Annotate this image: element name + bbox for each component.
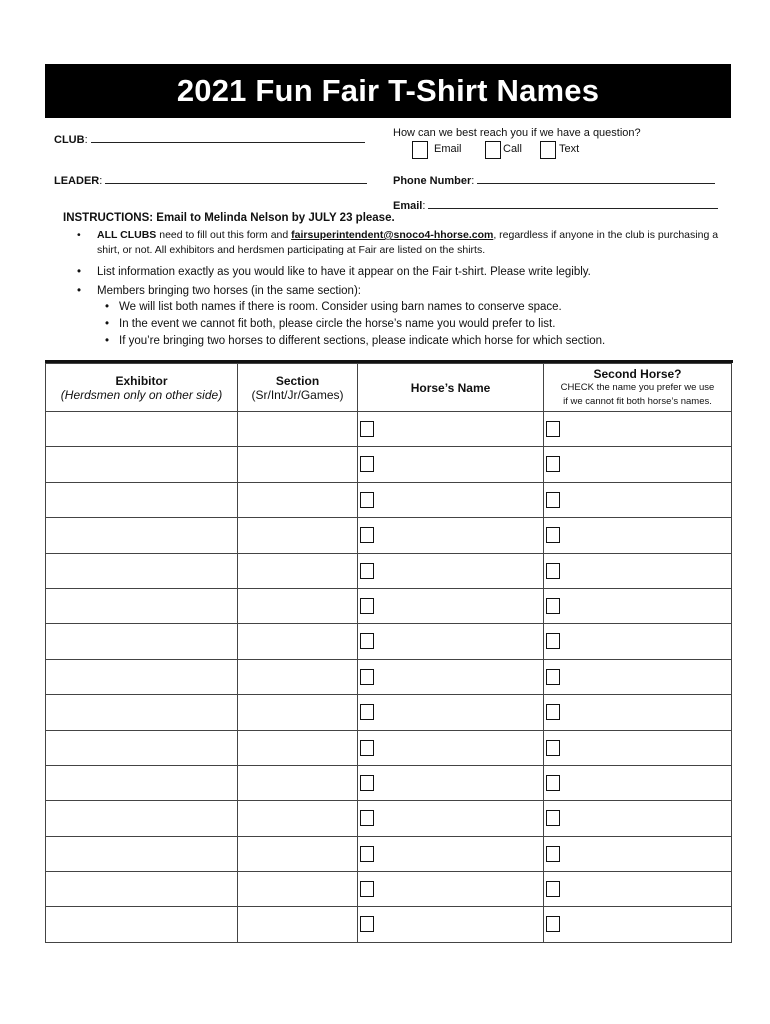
instructions <box>63 212 723 353</box>
section-cell[interactable] <box>238 447 358 482</box>
horse-name-cell[interactable] <box>358 801 544 836</box>
call-option-label: Call <box>503 143 522 155</box>
second-horse-checkbox[interactable] <box>546 669 560 685</box>
second-horse-checkbox[interactable] <box>546 456 560 472</box>
section-cell[interactable] <box>238 872 358 907</box>
email-field[interactable]: Email: <box>393 198 718 212</box>
table-row <box>46 447 732 482</box>
second-horse-header <box>544 364 732 412</box>
second-horse-cell[interactable] <box>544 872 732 907</box>
section-cell[interactable] <box>238 518 358 553</box>
second-horse-cell[interactable] <box>544 659 732 694</box>
leader-label: LEADER <box>54 175 100 187</box>
second-horse-checkbox[interactable] <box>546 740 560 756</box>
section-cell[interactable] <box>238 907 358 942</box>
section-cell[interactable] <box>238 695 358 730</box>
instruction-two-horses <box>97 283 723 350</box>
form-title: 2021 Fun Fair T-Shirt Names <box>45 64 731 118</box>
table-row <box>46 588 732 623</box>
second-horse-checkbox[interactable] <box>546 421 560 437</box>
table-row <box>46 695 732 730</box>
horse-checkbox[interactable] <box>360 598 374 614</box>
second-horse-checkbox[interactable] <box>546 527 560 543</box>
table-row <box>46 765 732 800</box>
second-horse-checkbox[interactable] <box>546 492 560 508</box>
second-horse-cell[interactable] <box>544 907 732 942</box>
table-row <box>46 907 732 942</box>
section-title: Section <box>275 373 320 388</box>
section-cell[interactable] <box>238 482 358 517</box>
horse-checkbox[interactable] <box>360 740 374 756</box>
horse-checkbox[interactable] <box>360 527 374 543</box>
second-horse-cell[interactable] <box>544 518 732 553</box>
second-horse-cell[interactable] <box>544 482 732 517</box>
exhibitor-cell[interactable] <box>46 695 238 730</box>
exhibitor-cell[interactable] <box>46 907 238 942</box>
horse-name-cell[interactable] <box>358 872 544 907</box>
section-cell[interactable] <box>238 659 358 694</box>
section-cell[interactable] <box>238 730 358 765</box>
horse-checkbox[interactable] <box>360 492 374 508</box>
horse-checkbox[interactable] <box>360 775 374 791</box>
exhibitor-cell[interactable] <box>46 518 238 553</box>
second-horse-checkbox[interactable] <box>546 881 560 897</box>
table-row <box>46 730 732 765</box>
call-checkbox[interactable] <box>485 141 501 159</box>
second-horse-checkbox[interactable] <box>546 598 560 614</box>
second-horse-checkbox[interactable] <box>546 704 560 720</box>
second-horse-cell[interactable] <box>544 624 732 659</box>
entry-table <box>45 363 732 943</box>
exhibitor-cell[interactable] <box>46 447 238 482</box>
exhibitor-cell[interactable] <box>46 553 238 588</box>
horse-checkbox[interactable] <box>360 633 374 649</box>
horse-name-cell[interactable] <box>358 482 544 517</box>
horse-name-cell[interactable] <box>358 518 544 553</box>
second-horse-checkbox[interactable] <box>546 916 560 932</box>
horse-checkbox[interactable] <box>360 881 374 897</box>
exhibitor-cell[interactable] <box>46 624 238 659</box>
exhibitor-header <box>46 364 238 412</box>
horse-checkbox[interactable] <box>360 846 374 862</box>
section-cell[interactable] <box>238 624 358 659</box>
horse-name-cell[interactable] <box>358 836 544 871</box>
exhibitor-cell[interactable] <box>46 730 238 765</box>
instruction-text-a: need to fill out this form and <box>156 229 292 241</box>
horse-checkbox[interactable] <box>360 810 374 826</box>
email-label: Email <box>393 200 423 212</box>
superintendent-email-link[interactable]: fairsuperintendent@snoco4-hhorse.com <box>291 229 494 241</box>
horse-name-cell[interactable] <box>358 730 544 765</box>
second-horse-checkbox[interactable] <box>546 633 560 649</box>
horse-name-header <box>358 364 544 412</box>
second-horse-cell[interactable] <box>544 730 732 765</box>
text-checkbox[interactable] <box>540 141 556 159</box>
email-option-label: Email <box>434 143 462 155</box>
instruction-all-clubs <box>97 228 723 258</box>
exhibitor-subtitle: (Herdsmen only on other side) <box>60 387 223 402</box>
horse-name-cell[interactable] <box>358 553 544 588</box>
second-horse-note-1: CHECK the name you prefer we use <box>560 381 715 393</box>
second-horse-cell[interactable] <box>544 765 732 800</box>
section-header <box>238 364 358 412</box>
second-horse-cell[interactable] <box>544 447 732 482</box>
table-row <box>46 518 732 553</box>
table-row <box>46 801 732 836</box>
sub-instruction-both-names: • We will list both names if there is room. Consider using barn names to conserve space. <box>119 299 723 316</box>
section-cell[interactable] <box>238 836 358 871</box>
second-horse-checkbox[interactable] <box>546 846 560 862</box>
entry-rows <box>46 412 732 943</box>
all-clubs-label: ALL CLUBS <box>97 229 157 241</box>
section-cell[interactable] <box>238 553 358 588</box>
horse-name-cell[interactable] <box>358 624 544 659</box>
second-horse-cell[interactable] <box>544 553 732 588</box>
horse-name-cell[interactable] <box>358 588 544 623</box>
second-horse-cell[interactable] <box>544 412 732 447</box>
second-horse-checkbox[interactable] <box>546 810 560 826</box>
second-horse-cell[interactable] <box>544 801 732 836</box>
contact-question: How can we best reach you if we have a question? <box>393 127 641 139</box>
second-horse-cell[interactable] <box>544 695 732 730</box>
horse-name-cell[interactable] <box>358 447 544 482</box>
exhibitor-cell[interactable] <box>46 801 238 836</box>
horse-name-cell[interactable] <box>358 907 544 942</box>
second-horse-checkbox[interactable] <box>546 775 560 791</box>
horse-checkbox[interactable] <box>360 916 374 932</box>
two-horses-text: Members bringing two horses (in the same section): <box>97 285 361 297</box>
horse-checkbox[interactable] <box>360 421 374 437</box>
section-cell[interactable] <box>238 801 358 836</box>
horse-name-cell[interactable] <box>358 695 544 730</box>
table-row <box>46 659 732 694</box>
leader-field[interactable]: LEADER: <box>54 173 367 187</box>
horse-checkbox[interactable] <box>360 704 374 720</box>
second-horse-note-2: if we cannot fit both horse’s names. <box>563 395 712 407</box>
email-checkbox[interactable] <box>412 141 428 159</box>
phone-field[interactable]: Phone Number: <box>393 173 715 187</box>
exhibitor-cell[interactable] <box>46 659 238 694</box>
phone-label: Phone Number <box>393 175 472 187</box>
exhibitor-cell[interactable] <box>46 482 238 517</box>
horse-name-cell[interactable] <box>358 659 544 694</box>
exhibitor-cell[interactable] <box>46 872 238 907</box>
sub-instruction-sections: • If you’re bringing two horses to different sections, please indicate which horse for which section. <box>119 333 723 350</box>
exhibitor-cell[interactable] <box>46 588 238 623</box>
horse-name-title: Horse’s Name <box>410 380 491 395</box>
horse-name-cell[interactable] <box>358 412 544 447</box>
table-row <box>46 482 732 517</box>
table-row <box>46 553 732 588</box>
horse-checkbox[interactable] <box>360 563 374 579</box>
sub-instruction-circle: • In the event we cannot fit both, please circle the horse’s name you would prefer to list. <box>119 316 723 333</box>
section-cell[interactable] <box>238 588 358 623</box>
table-row <box>46 836 732 871</box>
horse-name-cell[interactable] <box>358 765 544 800</box>
table-row <box>46 872 732 907</box>
text-option-label: Text <box>559 143 580 155</box>
exhibitor-title: Exhibitor <box>115 373 168 388</box>
exhibitor-cell[interactable] <box>46 765 238 800</box>
table-row <box>46 624 732 659</box>
club-label: CLUB <box>54 134 85 146</box>
table-header-row <box>46 364 732 412</box>
club-field[interactable]: CLUB: <box>54 132 365 146</box>
second-horse-title: Second Horse? <box>593 366 682 381</box>
section-cell[interactable] <box>238 412 358 447</box>
horse-checkbox[interactable] <box>360 669 374 685</box>
second-horse-checkbox[interactable] <box>546 563 560 579</box>
second-horse-cell[interactable] <box>544 836 732 871</box>
horse-checkbox[interactable] <box>360 456 374 472</box>
section-cell[interactable] <box>238 765 358 800</box>
exhibitor-cell[interactable] <box>46 836 238 871</box>
instruction-text-b: , regardless if anyone in the club is purchasing a shirt, or not. All exhibitors and herdsmen participating at Fair are listed on the shirts. <box>97 229 719 256</box>
section-subtitle: (Sr/Int/Jr/Games) <box>251 387 344 402</box>
instructions-heading: INSTRUCTIONS: Email to Melinda Nelson by JULY 23 please. <box>63 212 395 224</box>
instruction-list-info: • List information exactly as you would like to have it appear on the Fair t-shirt. Please write legibly. <box>97 264 723 280</box>
table-row <box>46 412 732 447</box>
second-horse-cell[interactable] <box>544 588 732 623</box>
exhibitor-cell[interactable] <box>46 412 238 447</box>
